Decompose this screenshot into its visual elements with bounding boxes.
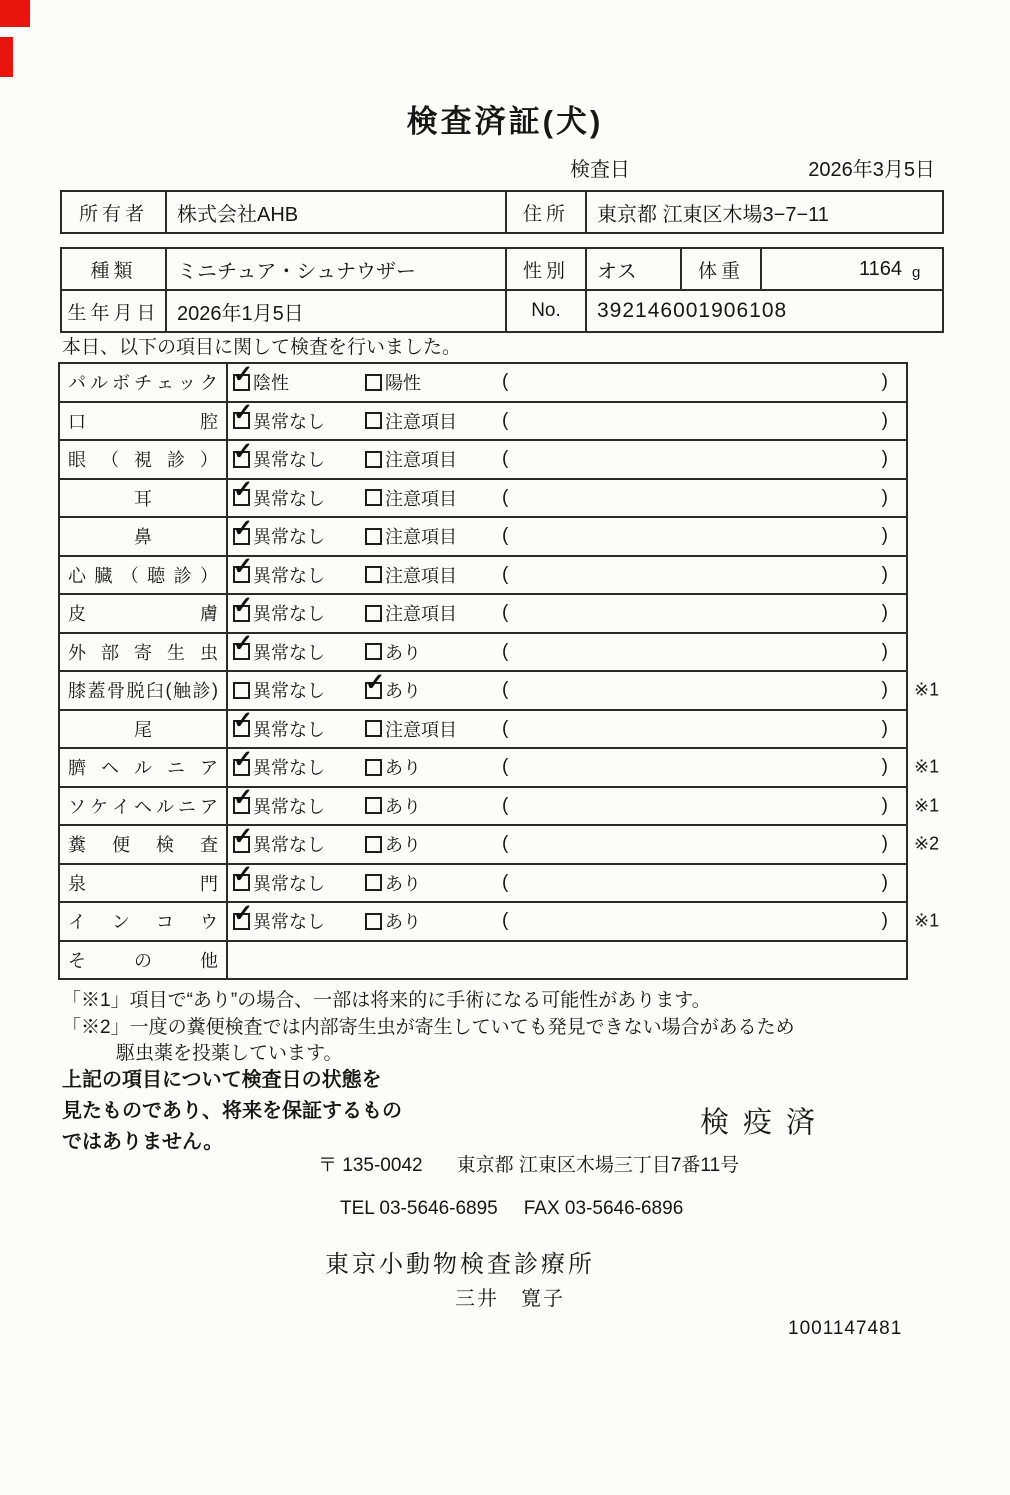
paren-close: ) xyxy=(881,409,888,431)
exam-row-content xyxy=(228,557,906,594)
checkbox-icon xyxy=(233,682,250,699)
exam-option-1 xyxy=(233,639,365,665)
paren-open: ( xyxy=(502,409,509,431)
owner-label-cell: 所有者 xyxy=(62,192,167,232)
exam-option-1-label: 異常なし xyxy=(253,796,325,817)
exam-row-content xyxy=(228,903,906,940)
exam-row xyxy=(60,788,940,827)
row-footnote-ref: ※2 xyxy=(914,833,940,854)
exam-row-label: 糞 便 検 査 xyxy=(60,826,228,863)
checkbox-icon xyxy=(365,913,382,930)
exam-option-2 xyxy=(365,793,497,819)
weight-unit: g xyxy=(912,263,921,281)
exam-row-content xyxy=(228,634,906,671)
paren-close: ) xyxy=(881,486,888,508)
exam-option-2-label: あり xyxy=(385,796,421,817)
weight-value-cell xyxy=(762,249,942,289)
intro-text: 本日、以下の項目に関して検査を行いました。 xyxy=(62,337,462,358)
disclaimer-text xyxy=(62,1065,402,1158)
checkbox-icon xyxy=(233,605,250,622)
owner-value-cell: 株式会社AHB xyxy=(167,192,507,232)
paren-close: ) xyxy=(881,640,888,662)
birthdate-value-cell: 2026年1月5日 xyxy=(167,291,507,331)
row-footnote-ref: ※1 xyxy=(914,795,940,816)
exam-row-label: 外 部 寄 生 虫 xyxy=(60,634,228,671)
exam-row-content xyxy=(228,403,906,440)
clinic-name: 東京小動物検査診療所 xyxy=(325,1251,595,1278)
exam-option-1-label: 異常なし xyxy=(253,835,325,856)
paren-open: ( xyxy=(502,679,509,701)
paren-open: ( xyxy=(502,448,509,470)
checkbox-icon xyxy=(233,797,250,814)
exam-option-1-label: 異常なし xyxy=(253,527,325,548)
exam-option-2 xyxy=(365,639,497,665)
exam-row-content xyxy=(228,595,906,632)
checkbox-icon xyxy=(233,643,250,660)
checkbox-icon xyxy=(233,451,250,468)
address-label-cell: 住所 xyxy=(507,192,587,232)
exam-option-2-label: 陽性 xyxy=(385,373,421,394)
exam-option-1-label: 異常なし xyxy=(253,642,325,663)
exam-row xyxy=(60,942,906,981)
checkbox-icon xyxy=(365,566,382,583)
owner-row xyxy=(62,192,942,232)
exam-row-label: 泉 門 xyxy=(60,865,228,902)
sex-value-cell: オス xyxy=(587,249,682,289)
exam-row-label: 眼 （ 視 診 ） xyxy=(60,441,228,478)
exam-option-1 xyxy=(233,908,365,934)
checkbox-icon xyxy=(365,874,382,891)
exam-row-label: 心 臓 （ 聴 診 ） xyxy=(60,557,228,594)
exam-option-1-label: 異常なし xyxy=(253,565,325,586)
exam-option-2 xyxy=(365,831,497,857)
exam-row xyxy=(60,711,906,750)
address-value-cell: 東京都 江東区木場3−7−11 xyxy=(597,203,829,226)
exam-option-2-label: あり xyxy=(385,912,421,933)
exam-option-2 xyxy=(365,677,497,703)
exam-option-2-label: あり xyxy=(385,873,421,894)
exam-row-label: 皮 膚 xyxy=(60,595,228,632)
pet-table xyxy=(60,247,944,333)
exam-row-content xyxy=(228,788,906,825)
exam-row-label: 臍 ヘ ル ニ ア xyxy=(60,749,228,786)
exam-option-2 xyxy=(365,562,497,588)
exam-row xyxy=(60,364,906,403)
exam-option-2-label: あり xyxy=(385,758,421,779)
paren-open: ( xyxy=(502,756,509,778)
exam-option-1-label: 異常なし xyxy=(253,450,325,471)
exam-option-1 xyxy=(233,408,365,434)
no-label-cell: No. xyxy=(507,291,587,331)
paren-close: ) xyxy=(881,525,888,547)
paren-close: ) xyxy=(881,679,888,701)
page-title: 検査済証(犬) xyxy=(406,104,604,139)
exam-row xyxy=(60,749,940,788)
checkbox-icon xyxy=(365,412,382,429)
exam-option-1-label: 異常なし xyxy=(253,758,325,779)
exam-row-content xyxy=(228,826,906,863)
exam-option-1 xyxy=(233,485,365,511)
exam-option-1-label: 陰性 xyxy=(253,373,289,394)
exam-option-1 xyxy=(233,562,365,588)
exam-option-1 xyxy=(233,369,365,395)
exam-row xyxy=(60,441,906,480)
pet-row-1 xyxy=(62,249,942,289)
exam-option-2-label: 注意項目 xyxy=(385,450,457,471)
row-footnote-ref: ※1 xyxy=(914,910,940,931)
exam-option-1-label: 異常なし xyxy=(253,411,325,432)
exam-option-1 xyxy=(233,446,365,472)
exam-option-2-label: 注意項目 xyxy=(385,719,457,740)
checkbox-icon xyxy=(233,874,250,891)
inspection-date-label: 検査日 xyxy=(570,159,630,181)
exam-row-content xyxy=(228,441,906,478)
checkbox-icon xyxy=(365,528,382,545)
exam-row xyxy=(60,634,906,673)
exam-row-label: 尾 xyxy=(60,711,228,748)
paren-close: ) xyxy=(881,602,888,624)
examiner-name: 三井 寛子 xyxy=(455,1288,565,1310)
clinic-tel: TEL 03-5646-6895 xyxy=(340,1198,498,1219)
paren-open: ( xyxy=(502,371,509,393)
exam-row xyxy=(60,403,906,442)
exam-option-2-label: あり xyxy=(385,642,421,663)
birthdate-label-cell: 生年月日 xyxy=(62,291,167,331)
exam-option-2-label: 注意項目 xyxy=(385,488,457,509)
paren-close: ) xyxy=(881,756,888,778)
checkbox-icon xyxy=(365,374,382,391)
exam-option-1-label: 異常なし xyxy=(253,681,325,702)
exam-option-1-label: 異常なし xyxy=(253,719,325,740)
exam-row xyxy=(60,480,906,519)
exam-option-2 xyxy=(365,716,497,742)
paren-open: ( xyxy=(502,794,509,816)
exam-option-1 xyxy=(233,523,365,549)
paren-open: ( xyxy=(502,717,509,739)
exam-option-2 xyxy=(365,523,497,549)
exam-option-2-label: 注意項目 xyxy=(385,604,457,625)
exam-row-label: パ ル ボ チ ェ ッ ク xyxy=(60,364,228,401)
checkbox-icon xyxy=(365,836,382,853)
paren-close: ) xyxy=(881,717,888,739)
exam-row xyxy=(60,518,906,557)
exam-option-1 xyxy=(233,754,365,780)
checkbox-icon xyxy=(233,566,250,583)
scan-artifact-mark xyxy=(0,0,30,27)
sex-label-cell: 性別 xyxy=(507,249,587,289)
exam-option-2 xyxy=(365,369,497,395)
breed-label-cell: 種類 xyxy=(62,249,167,289)
exam-option-2-label: 注意項目 xyxy=(385,565,457,586)
checkbox-icon xyxy=(233,528,250,545)
inspection-date-value: 2026年3月5日 xyxy=(808,159,935,181)
exam-row-label: イ ン コ ウ xyxy=(60,903,228,940)
exam-option-1 xyxy=(233,831,365,857)
checkbox-icon xyxy=(365,759,382,776)
checkbox-icon xyxy=(233,913,250,930)
footnote-1: 「※1」項目で“あり”の場合、一部は将来的に手術になる可能性があります。 xyxy=(62,990,711,1011)
no-value-cell: 392146001906108 xyxy=(597,299,788,322)
paren-open: ( xyxy=(502,910,509,932)
scan-artifact-mark xyxy=(0,37,13,77)
exam-option-1-label: 異常なし xyxy=(253,488,325,509)
checkbox-icon xyxy=(365,451,382,468)
exam-row xyxy=(60,672,940,711)
exam-row-label: 鼻 xyxy=(60,518,228,555)
paren-open: ( xyxy=(502,602,509,624)
clinic-phone-line xyxy=(340,1198,683,1220)
weight-label-cell: 体重 xyxy=(682,249,762,289)
clinic-fax: FAX 03-5646-6896 xyxy=(523,1198,684,1219)
exam-option-2 xyxy=(365,754,497,780)
exam-option-2 xyxy=(365,600,497,626)
checkbox-icon xyxy=(233,759,250,776)
paren-close: ) xyxy=(881,448,888,470)
checkbox-icon xyxy=(365,797,382,814)
footnote-2: 「※2」一度の糞便検査では内部寄生虫が寄生していても発見できない場合があるため xyxy=(62,1017,795,1038)
paren-open: ( xyxy=(502,525,509,547)
exam-option-1 xyxy=(233,600,365,626)
weight-value: 1164 xyxy=(858,257,902,280)
owner-table xyxy=(60,190,944,234)
paren-close: ) xyxy=(881,871,888,893)
exam-option-1-label: 異常なし xyxy=(253,873,325,894)
exam-row-content xyxy=(228,518,906,555)
checkbox-icon xyxy=(233,836,250,853)
paren-open: ( xyxy=(502,871,509,893)
exam-row xyxy=(60,595,906,634)
exam-row-content xyxy=(228,865,906,902)
footnote-2-continued: 駆虫薬を投薬しています。 xyxy=(116,1043,343,1064)
clinic-address: 東京都 江東区木場三丁目7番11号 xyxy=(456,1155,740,1176)
exam-option-2-label: あり xyxy=(385,835,421,856)
exam-option-2 xyxy=(365,446,497,472)
checkbox-icon xyxy=(233,412,250,429)
exam-option-2 xyxy=(365,908,497,934)
exam-row xyxy=(60,903,940,942)
breed-value-cell: ミニチュア・シュナウザー xyxy=(167,249,507,289)
checkbox-icon xyxy=(365,682,382,699)
checkbox-icon xyxy=(233,720,250,737)
checkbox-icon xyxy=(365,489,382,506)
paren-open: ( xyxy=(502,640,509,662)
paren-open: ( xyxy=(502,563,509,585)
paren-open: ( xyxy=(502,486,509,508)
exam-option-2-label: 注意項目 xyxy=(385,411,457,432)
exam-row-label: そ の 他 xyxy=(60,942,228,979)
pet-row-2 xyxy=(62,289,942,331)
exam-row xyxy=(60,557,906,596)
clinic-address-line xyxy=(318,1150,739,1177)
serial-number: 1001147481 xyxy=(788,1318,903,1339)
paren-close: ) xyxy=(881,371,888,393)
exam-option-2 xyxy=(365,408,497,434)
paren-open: ( xyxy=(502,833,509,855)
exam-row-content xyxy=(228,749,906,786)
postal-code: 〒 135-0042 xyxy=(318,1155,423,1176)
row-footnote-ref: ※1 xyxy=(914,756,940,777)
exam-row xyxy=(60,826,940,865)
exam-option-2-label: 注意項目 xyxy=(385,527,457,548)
exam-row-content xyxy=(228,364,906,401)
checkbox-icon xyxy=(365,643,382,660)
paren-close: ) xyxy=(881,833,888,855)
exam-option-2-label: あり xyxy=(385,681,421,702)
exam-row xyxy=(60,865,906,904)
disclaimer-line-2: 見たものであり、将来を保証するもの xyxy=(62,1100,402,1122)
exam-row-label: ソ ケ イ ヘ ル ニ ア xyxy=(60,788,228,825)
checkbox-icon xyxy=(365,605,382,622)
exam-option-1-label: 異常なし xyxy=(253,912,325,933)
paren-close: ) xyxy=(881,910,888,932)
exam-option-1 xyxy=(233,870,365,896)
paren-close: ) xyxy=(881,563,888,585)
exam-option-1 xyxy=(233,793,365,819)
exam-row-label: 耳 xyxy=(60,480,228,517)
exam-table-body xyxy=(58,362,940,980)
checkbox-icon xyxy=(365,720,382,737)
exam-option-2 xyxy=(365,485,497,511)
exam-row-content xyxy=(228,942,906,979)
checkbox-icon xyxy=(233,374,250,391)
exam-row-content xyxy=(228,672,906,709)
disclaimer-line-3: ではありません。 xyxy=(62,1131,224,1153)
exam-row-content xyxy=(228,480,906,517)
exam-row-label: 膝 蓋 骨 脱 臼 ( 触 診 ) xyxy=(60,672,228,709)
quarantine-stamp: 検疫済 xyxy=(700,1107,830,1139)
exam-row-label: 口 腔 xyxy=(60,403,228,440)
checkbox-icon xyxy=(233,489,250,506)
row-footnote-ref: ※1 xyxy=(914,679,940,700)
exam-option-1 xyxy=(233,677,365,703)
paren-close: ) xyxy=(881,794,888,816)
disclaimer-line-1: 上記の項目について検査日の状態を xyxy=(62,1069,382,1091)
exam-option-1 xyxy=(233,716,365,742)
exam-option-1-label: 異常なし xyxy=(253,604,325,625)
exam-row-content xyxy=(228,711,906,748)
exam-option-2 xyxy=(365,870,497,896)
